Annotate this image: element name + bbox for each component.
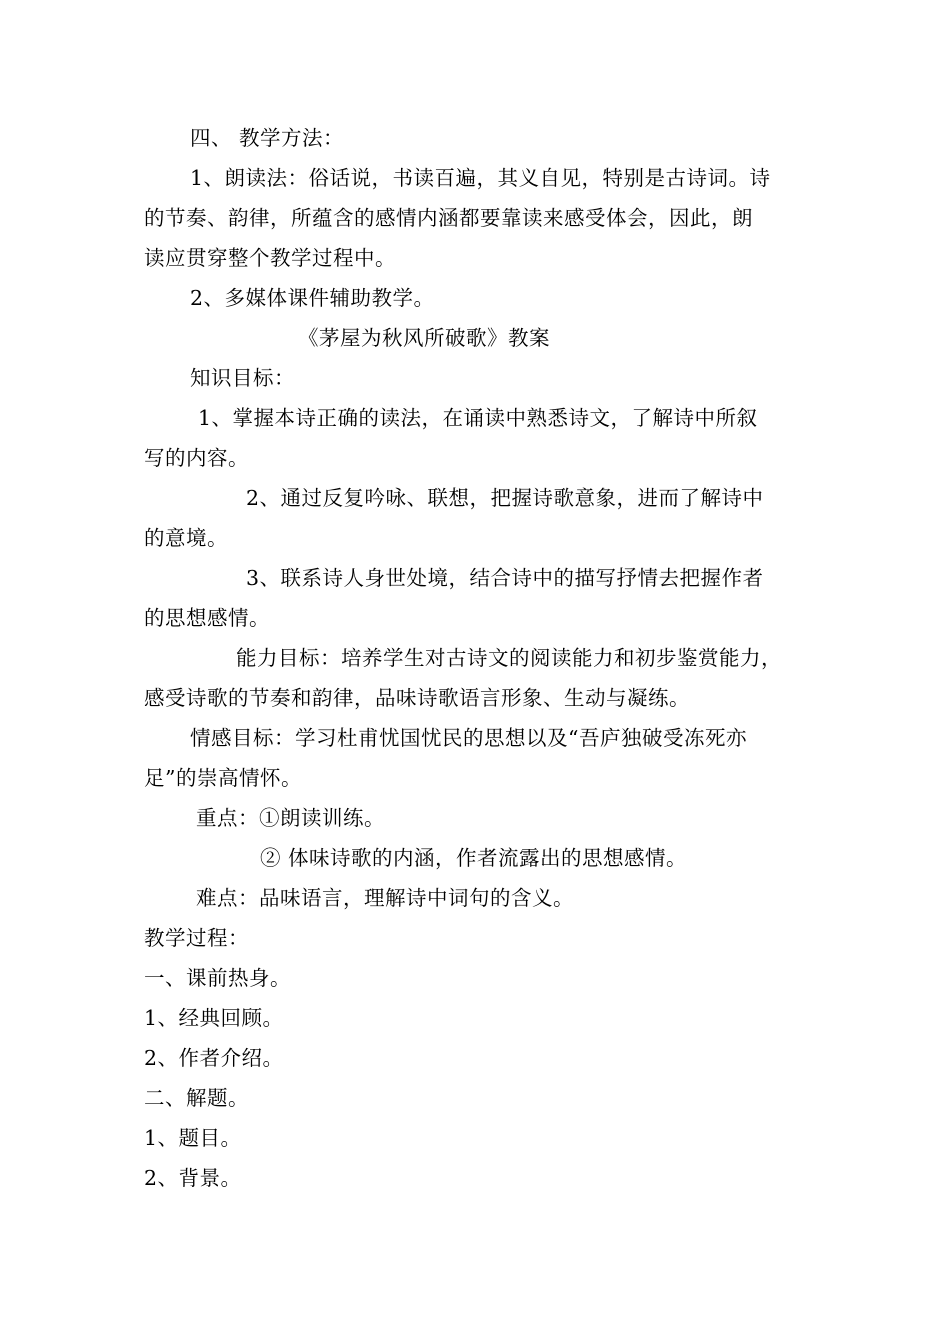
methods-heading: 四、 教学方法：	[190, 126, 345, 150]
knowledge-2-line-2: 的意境。	[144, 526, 228, 550]
ability-line-1: 能力目标：培养学生对古诗文的阅读能力和初步鉴赏能力，	[236, 646, 782, 670]
process-step-2: 二、解题。	[144, 1086, 249, 1110]
method-2: 2、多媒体课件辅助教学。	[190, 286, 435, 310]
emotion-line-1: 情感目标：学习杜甫忧国忧民的思想以及“吾庐独破受冻死亦	[190, 726, 747, 750]
knowledge-1-line-1: 1、掌握本诗正确的读法，在诵读中熟悉诗文，了解诗中所叙	[198, 406, 758, 430]
process-heading: 教学过程：	[144, 926, 249, 950]
knowledge-3-line-2: 的思想感情。	[144, 606, 270, 630]
process-step-1: 一、课前热身。	[144, 966, 291, 990]
knowledge-heading: 知识目标：	[190, 366, 295, 390]
process-step-1-2: 2、作者介绍。	[144, 1046, 284, 1070]
method-1-line-2: 的节奏、韵律，所蕴含的感情内涵都要靠读来感受体会，因此，朗	[144, 206, 753, 230]
process-step-2-2: 2、背景。	[144, 1166, 242, 1190]
emotion-line-2: 足”的崇高情怀。	[144, 766, 302, 790]
method-1-line-3: 读应贯穿整个教学过程中。	[144, 246, 396, 270]
ability-line-2: 感受诗歌的节奏和韵律，品味诗歌语言形象、生动与凝练。	[144, 686, 690, 710]
knowledge-3-line-1: 3、联系诗人身世处境，结合诗中的描写抒情去把握作者	[246, 566, 764, 590]
process-step-1-1: 1、经典回顾。	[144, 1006, 284, 1030]
process-step-2-1: 1、题目。	[144, 1126, 242, 1150]
key-point-line-1: 重点：①朗读训练。	[196, 806, 385, 830]
difficulty: 难点：品味语言，理解诗中词句的含义。	[196, 886, 574, 910]
knowledge-2-line-1: 2、通过反复吟咏、联想，把握诗歌意象，进而了解诗中	[246, 486, 764, 510]
method-1-line-1: 1、朗读法：俗话说，书读百遍，其义自见，特别是古诗词。诗	[190, 166, 771, 190]
lesson-title: 《茅屋为秋风所破歌》教案	[298, 326, 550, 350]
knowledge-1-line-2: 写的内容。	[144, 446, 249, 470]
key-point-line-2: ② 体味诗歌的内涵，作者流露出的思想感情。	[260, 846, 688, 870]
